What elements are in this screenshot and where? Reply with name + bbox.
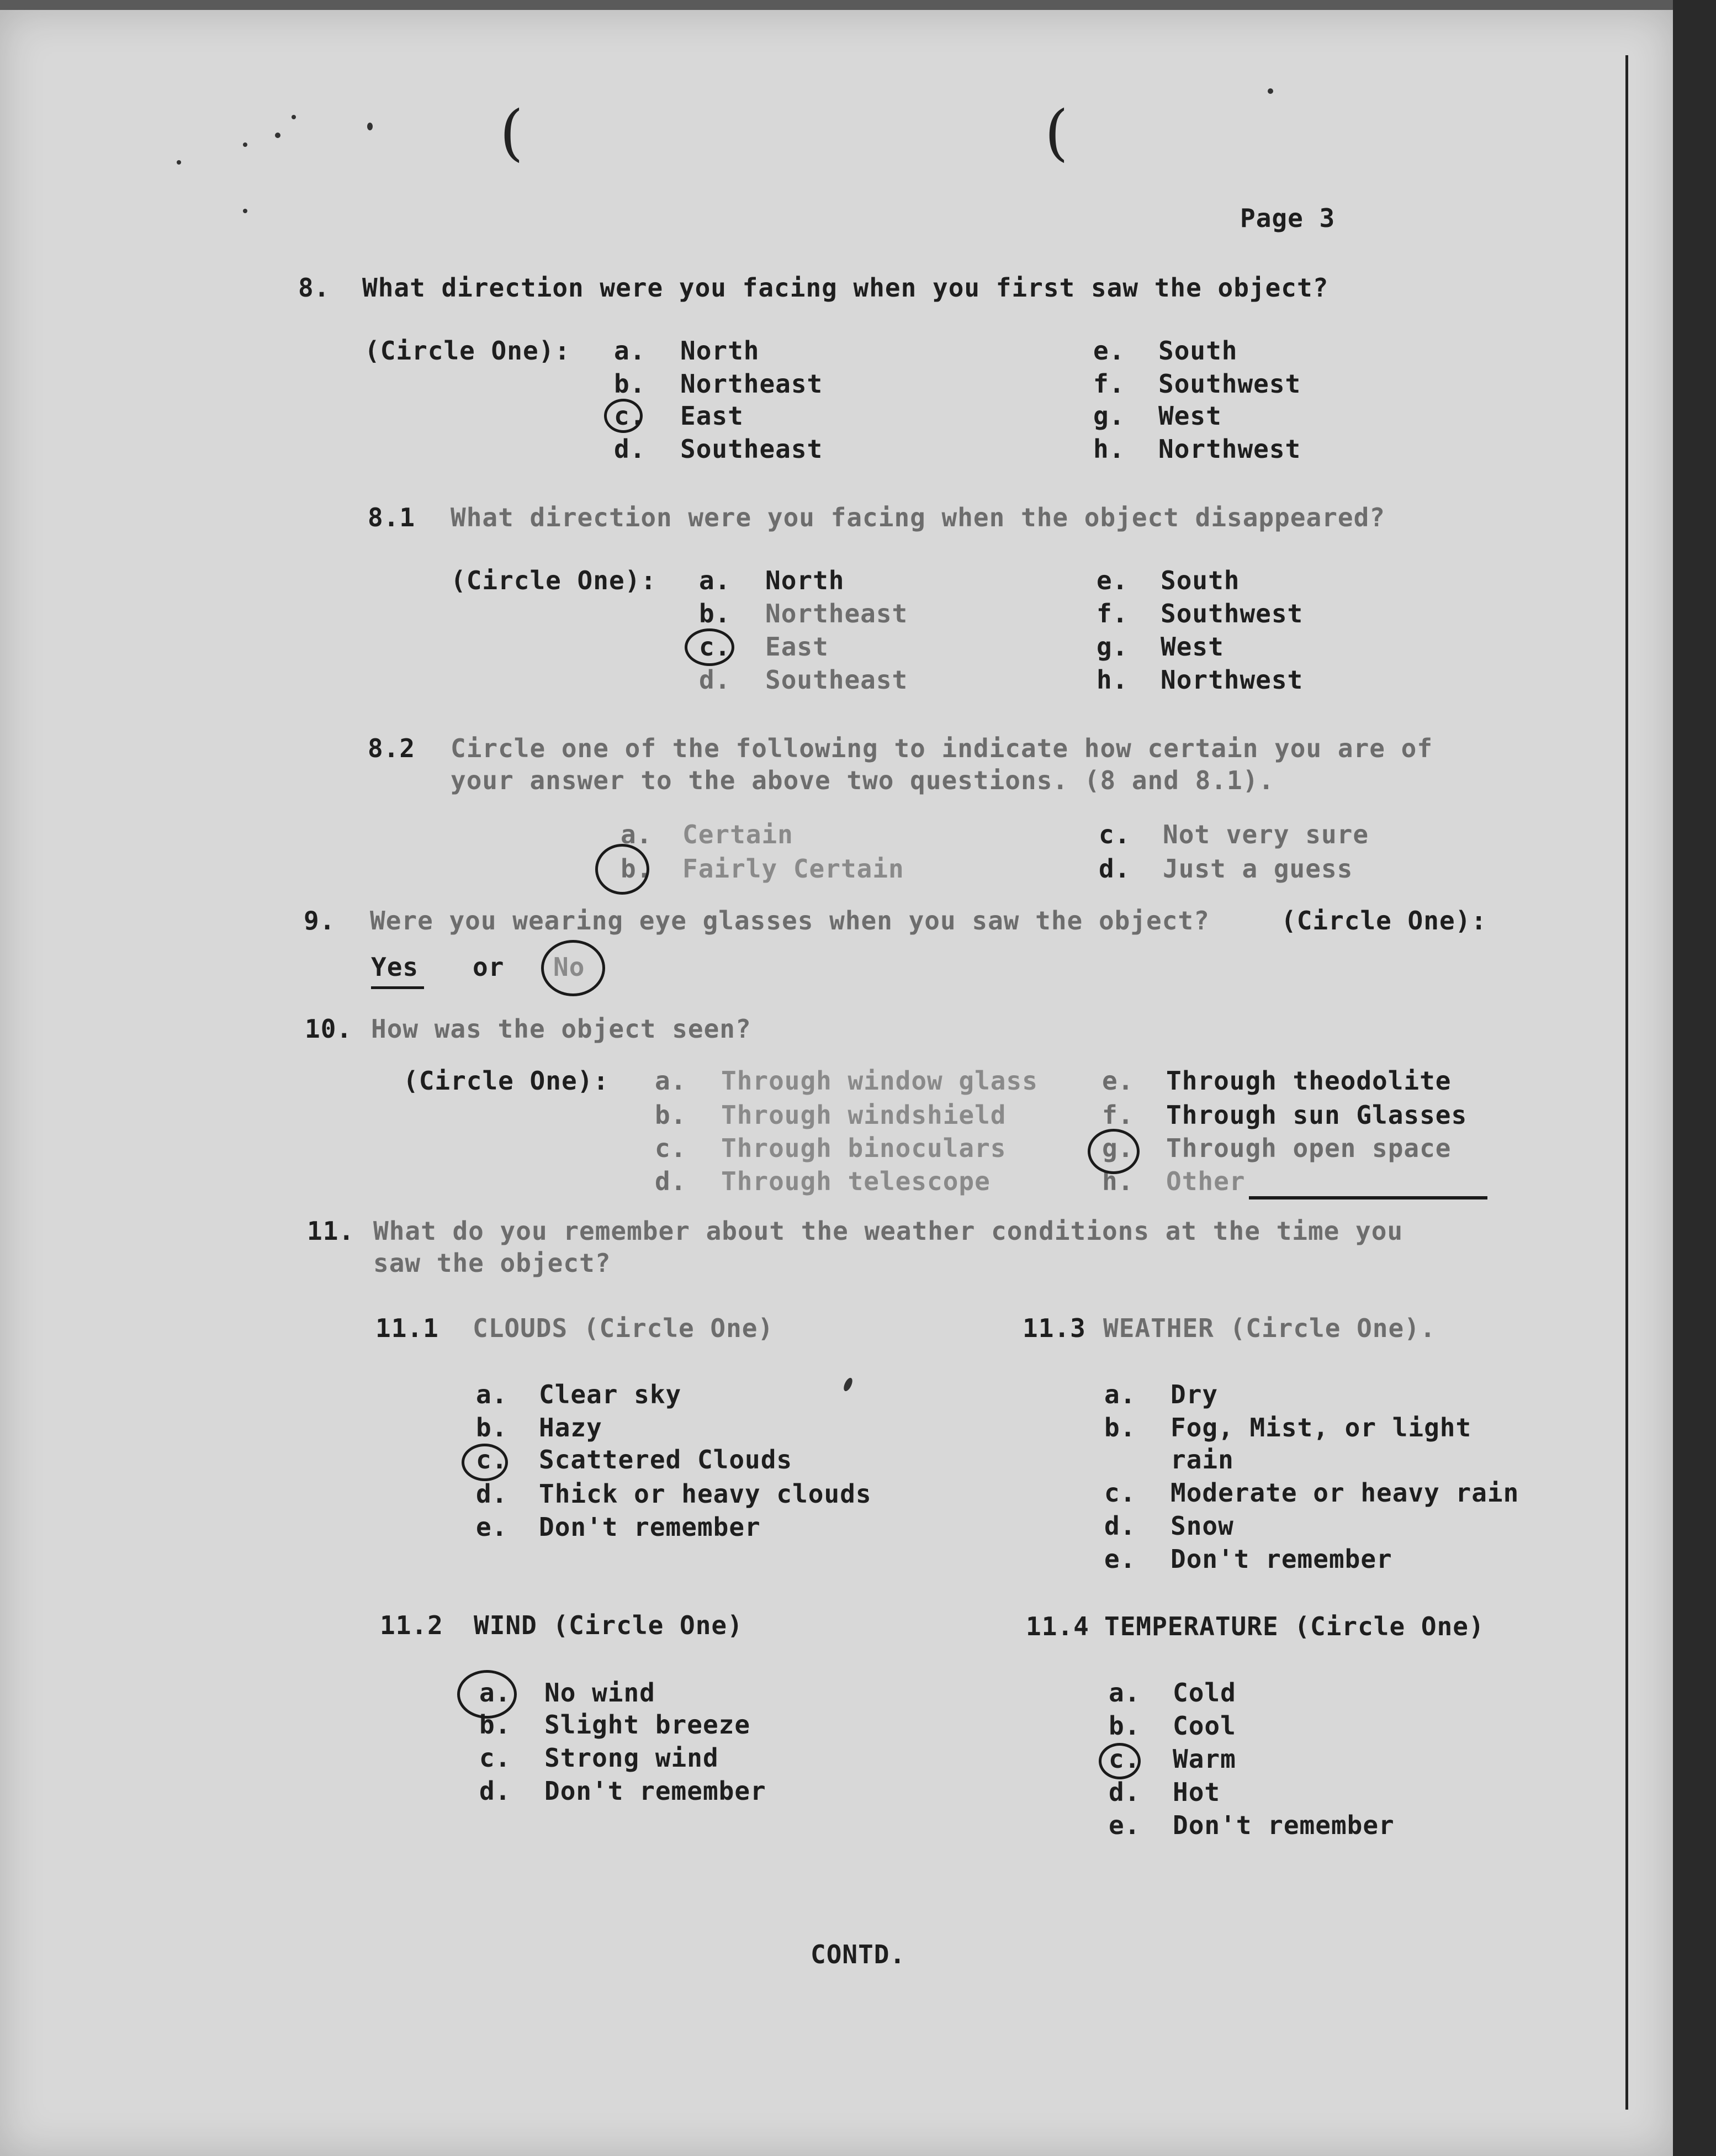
q8-1-option-e: South [1161, 566, 1240, 595]
q8-2-letter-c: c. [1099, 820, 1131, 849]
q11-4-letter-d: d. [1109, 1777, 1141, 1807]
q8-1-letter-g: g. [1097, 632, 1129, 662]
q8-2-option-b: Fairly Certain [682, 854, 904, 884]
q10-option-e: Through theodolite [1166, 1066, 1452, 1096]
q8-letter-h: h. [1093, 434, 1125, 464]
q11-2-option-d: Don't remember [544, 1776, 766, 1806]
q8-2-letter-b: b. [621, 854, 653, 884]
q9-answer-circle [541, 940, 605, 996]
q11-2-letter-c: c. [479, 1743, 511, 1773]
q10-option-f: Through sun Glasses [1166, 1100, 1468, 1130]
q11-3-option-b-cont: rain [1171, 1445, 1234, 1475]
q11-3-option-b: Fog, Mist, or light [1171, 1413, 1472, 1442]
q11-4-option-a: Cold [1173, 1678, 1236, 1708]
q8-option-d: Southeast [680, 434, 823, 464]
q11-4-letter-b: b. [1109, 1711, 1141, 1741]
q11-4-option-d: Hot [1173, 1777, 1221, 1807]
q8-2-question-line1: Circle one of the following to indicate how certain you are of [451, 733, 1433, 763]
q8-1-option-f: Southwest [1161, 599, 1304, 628]
q11-4-letter-a: a. [1109, 1678, 1141, 1708]
q8-2-letter-d: d. [1099, 854, 1131, 884]
q11-4-option-b: Cool [1173, 1711, 1236, 1741]
q11-2-title: WIND (Circle One) [474, 1610, 743, 1640]
q10-option-h: Other [1166, 1166, 1246, 1196]
q8-option-f: Southwest [1158, 369, 1301, 399]
q11-4-option-e: Don't remember [1173, 1810, 1395, 1840]
q11-2-option-a: No wind [544, 1678, 655, 1708]
q8-letter-a: a. [614, 336, 646, 366]
q9-question: Were you wearing eye glasses when you saw the object? [370, 906, 1210, 936]
q10-option-b: Through windshield [721, 1100, 1007, 1130]
q8-instruction: (Circle One): [364, 336, 571, 366]
q8-1-option-b: Northeast [765, 599, 908, 628]
q8-1-letter-c: c. [699, 632, 731, 662]
q11-question-line2: saw the object? [373, 1248, 611, 1278]
q8-1-option-h: Northwest [1161, 665, 1304, 695]
q8-1-question: What direction were you facing when the object disappeared? [451, 503, 1385, 532]
q8-letter-e: e. [1093, 336, 1125, 366]
q9-or: or [473, 952, 505, 982]
q11-3-number: 11.3 [1023, 1313, 1086, 1343]
q11-3-letter-e: e. [1104, 1544, 1136, 1574]
q8-option-c: East [680, 401, 744, 431]
page-label: Page 3 [1240, 203, 1336, 233]
q11-3-option-e: Don't remember [1171, 1544, 1392, 1574]
scan-paren-left: ( [500, 97, 523, 168]
q11-2-option-c: Strong wind [544, 1743, 719, 1773]
q11-1-answer-circle [462, 1444, 508, 1481]
q9-yes-underline [371, 986, 424, 989]
footer-contd: CONTD. [811, 1940, 906, 1969]
q10-letter-a: a. [655, 1066, 687, 1096]
q8-2-number: 8.2 [368, 733, 416, 763]
q8-1-letter-f: f. [1097, 599, 1129, 628]
q8-letter-c: c. [614, 401, 646, 431]
q11-2-letter-d: d. [479, 1776, 511, 1806]
q11-1-option-b: Hazy [539, 1413, 602, 1442]
q11-4-title: TEMPERATURE (Circle One) [1104, 1611, 1485, 1641]
q11-4-letter-c: c. [1109, 1744, 1141, 1774]
q8-option-a: North [680, 336, 760, 366]
q8-letter-d: d. [614, 434, 646, 464]
q8-letter-f: f. [1093, 369, 1125, 399]
q11-3-letter-c: c. [1104, 1478, 1136, 1508]
q10-letter-h: h. [1102, 1166, 1134, 1196]
q8-2-option-d: Just a guess [1163, 854, 1353, 884]
q10-letter-d: d. [655, 1166, 687, 1196]
q10-number: 10. [305, 1014, 353, 1044]
q8-number: 8. [298, 273, 330, 303]
q8-1-option-g: West [1161, 632, 1224, 662]
speck [243, 209, 247, 213]
q11-4-number: 11.4 [1026, 1611, 1089, 1641]
q11-1-title: CLOUDS (Circle One) [473, 1313, 774, 1343]
q11-3-letter-b: b. [1104, 1413, 1136, 1442]
q8-option-g: West [1158, 401, 1222, 431]
q10-option-a: Through window glass [721, 1066, 1038, 1096]
q8-letter-b: b. [614, 369, 646, 399]
q11-1-option-d: Thick or heavy clouds [539, 1479, 872, 1509]
q11-question-line1: What do you remember about the weather conditions at the time you [373, 1216, 1403, 1246]
q11-1-option-e: Don't remember [539, 1512, 761, 1542]
q8-answer-circle [604, 399, 646, 433]
q11-2-option-b: Slight breeze [544, 1710, 751, 1740]
q11-1-letter-e: e. [476, 1512, 508, 1542]
q8-1-number: 8.1 [368, 503, 416, 532]
q8-1-answer-circle [685, 628, 734, 666]
q8-2-answer-circle [595, 844, 649, 895]
q11-3-option-d: Snow [1171, 1511, 1234, 1541]
q11-3-option-a: Dry [1171, 1380, 1219, 1409]
q8-option-b: Northeast [680, 369, 823, 399]
q10-letter-b: b. [655, 1100, 687, 1130]
q9-no: No [553, 952, 585, 982]
q9-instruction: (Circle One): [1281, 906, 1487, 936]
q8-2-letter-a: a. [621, 820, 653, 849]
q8-2-option-a: Certain [682, 820, 793, 849]
speck [292, 115, 296, 119]
q11-4-answer-circle [1099, 1743, 1141, 1779]
q11-2-number: 11.2 [380, 1610, 443, 1640]
q11-number: 11. [307, 1216, 355, 1246]
q11-4-letter-e: e. [1109, 1810, 1141, 1840]
q11-1-number: 11.1 [375, 1313, 439, 1343]
q10-letter-c: c. [655, 1133, 687, 1163]
q8-1-option-c: East [765, 632, 829, 662]
speck [1268, 88, 1273, 94]
q10-instruction: (Circle One): [403, 1066, 610, 1096]
q11-2-letter-a: a. [479, 1678, 511, 1708]
q11-4-option-c: Warm [1173, 1744, 1236, 1774]
q10-letter-g: g. [1102, 1133, 1134, 1163]
q8-1-instruction: (Circle One): [451, 566, 657, 595]
q10-other-blank-line [1249, 1196, 1487, 1199]
scan-paren-right: ( [1045, 97, 1068, 168]
q8-question: What direction were you facing when you first saw the object? [362, 273, 1329, 303]
q10-answer-circle [1088, 1129, 1140, 1174]
q11-3-letter-a: a. [1104, 1380, 1136, 1409]
scan-edge [1673, 0, 1716, 2156]
q11-3-option-c: Moderate or heavy rain [1171, 1478, 1519, 1508]
q8-2-option-c: Not very sure [1163, 820, 1369, 849]
q10-question: How was the object seen? [371, 1014, 751, 1044]
margin-rule [1625, 55, 1628, 2110]
speck [243, 142, 247, 147]
q11-1-option-c: Scattered Clouds [539, 1445, 793, 1475]
q11-1-letter-b: b. [476, 1413, 508, 1442]
q8-2-question-line2: your answer to the above two questions. (8 and 8.1). [451, 765, 1275, 795]
q9-number: 9. [304, 906, 336, 936]
q9-yes: Yes [371, 952, 419, 982]
q11-3-title: WEATHER (Circle One). [1103, 1313, 1436, 1343]
q10-option-c: Through binoculars [721, 1133, 1007, 1163]
q11-3-letter-d: d. [1104, 1511, 1136, 1541]
speck [367, 123, 373, 130]
q8-1-letter-h: h. [1097, 665, 1129, 695]
q8-letter-g: g. [1093, 401, 1125, 431]
q8-option-h: Northwest [1158, 434, 1301, 464]
q10-letter-e: e. [1102, 1066, 1134, 1096]
q8-option-e: South [1158, 336, 1238, 366]
q11-1-letter-d: d. [476, 1479, 508, 1509]
q10-option-d: Through telescope [721, 1166, 991, 1196]
q11-1-letter-a: a. [476, 1380, 508, 1409]
speck [177, 160, 181, 165]
q8-1-letter-d: d. [699, 665, 731, 695]
q10-option-g: Through open space [1166, 1133, 1452, 1163]
q11-2-letter-b: b. [479, 1710, 511, 1740]
q8-1-letter-b: b. [699, 599, 731, 628]
q11-2-answer-circle [457, 1670, 517, 1719]
q11-1-letter-c: c. [476, 1445, 508, 1475]
q8-1-letter-e: e. [1097, 566, 1129, 595]
q8-1-option-d: Southeast [765, 665, 908, 695]
q10-letter-f: f. [1102, 1100, 1134, 1130]
speck [275, 133, 280, 138]
q8-1-option-a: North [765, 566, 845, 595]
q11-1-option-a: Clear sky [539, 1380, 682, 1409]
q8-1-letter-a: a. [699, 566, 731, 595]
